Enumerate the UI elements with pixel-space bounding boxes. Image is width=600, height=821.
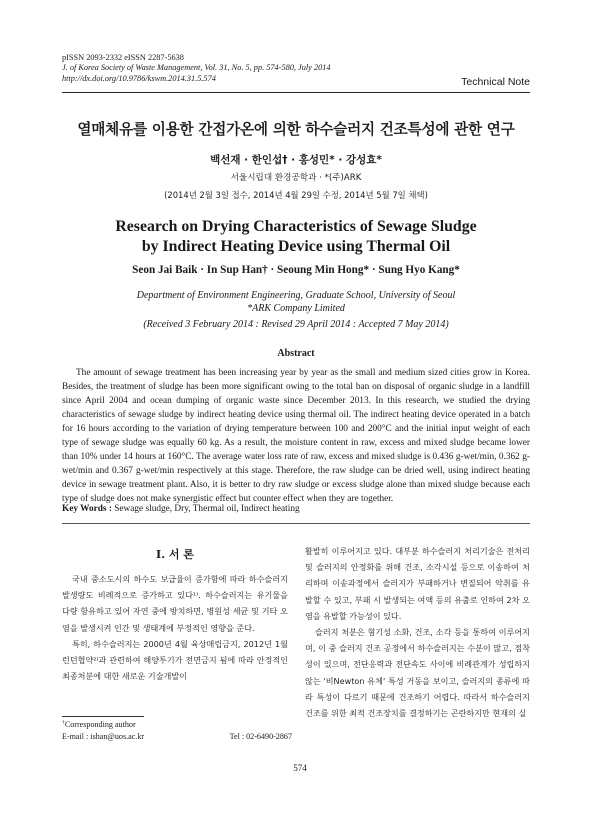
paragraph: 슬러지 처분은 혐기성 소화, 건조, 소각 등을 통하여 이루어지며, 이 중 슬러지 건조 공정에서 하수슬러지는 수분이 많고, 점착성이 있으며, 전단응력과 전단속도 사이에 비례관계가 성립하지 않는 '비Newton 유체' 특성 거동을 보이고, 슬러지의 종류에 따라 특성이 다르기 때문에 건조하기 어렵다. 따라서 하수슬러지 건조를 위한 최적 건조장치를 결정하기는 곤란하지만 현재의 실 — [305, 627, 530, 719]
abstract-text: The amount of sewage treatment has been increasing year by year as the small and medium sized cities grow in Korea. Besides, the treatment of sludge has been more significant owing to the total ban on disposal of organic sludge in a landfill since April 2004 and ocean dumping of organic waste since December 2013. In this research, we studied the drying characteristics of sewage sludge by indirect heating device using thermal oil. The indirect heating device operated in a batch for 16 hours according to the variation of drying temperature between 100 and 200°C and the initial input weight of each type of sewage sludge was equally 60 kg. As a result, the moisture content in raw, excess and mixed sludge became lower than 10% under 14 hours at 160°C. The average water loss rate of raw, excess and mixed sludge is 0.436 g-wet/min, 0.362 g-wet/min and 0.367 g-wet/min respectively at this stage. Therefore, the raw sludge can be dried well, using indirect heating device in sewage treatment plant. Also, it is better to dry raw sludge or excess sludge alone than mixed sludge because each type of sludge does not make synergistic effect but counter effect when they are together. — [62, 368, 530, 504]
paragraph: 특히, 하수슬러지는 2000년 4월 육상매립금지, 2012년 1월 런던협약²⁾과 관련하여 해양투기가 전면금지 됨에 따라 안정적인 최종처분에 대한 새로운 기술개발이 — [62, 638, 288, 682]
dagger-mark: † — [62, 719, 65, 726]
section-heading: I. 서 론 — [156, 548, 194, 561]
footnote-email[interactable]: E-mail : ishan@uos.ac.kr — [62, 731, 145, 741]
korean-affiliation: 서울시립대 환경공학과 · *(주)ARK — [230, 173, 362, 183]
header-rule — [62, 92, 530, 93]
keywords-label: Key Words : — [62, 504, 112, 514]
abstract-rule — [62, 523, 530, 524]
footnote-tel: Tel : 02-6490-2867 — [229, 731, 292, 741]
english-title — [62, 217, 530, 257]
abstract-heading: Abstract — [277, 348, 315, 359]
body-column-left — [62, 571, 288, 684]
body-column-right — [305, 543, 530, 721]
english-title-line1: Research on Drying Characteristics of Sewage Sludge — [115, 218, 477, 235]
journal-citation: J. of Korea Society of Waste Management, Vol. 31, No. 5, pp. 574-580, July 2014 — [62, 63, 331, 73]
footnote — [62, 719, 292, 742]
korean-title: 열매체유를 이용한 간접가온에 의한 하수슬러지 건조특성에 관한 연구 — [77, 121, 515, 138]
footnote-rule — [62, 716, 144, 717]
english-authors: Seon Jai Baik · In Sup Han† · Seoung Min Hong* · Sung Hyo Kang* — [132, 264, 460, 276]
english-title-line2: by Indirect Heating Device using Thermal Oil — [141, 238, 451, 255]
affiliation-line2: *ARK Company Limited — [247, 302, 345, 314]
journal-header — [62, 53, 331, 84]
page-number: 574 — [293, 763, 307, 773]
keywords — [62, 504, 530, 514]
footnote-label: Corresponding author — [64, 720, 136, 729]
paragraph: 국내 중소도시의 하수도 보급율이 증가함에 따라 하수슬러지 발생량도 비례적으로 증가하고 있다¹⁾. 하수슬러지는 유기물을 다량 함유하고 있어 자연 중에 방치하면, 병원성 세균 및 기타 오염을 발생시켜 인간 및 생태계에 부정적인 영향을 준다. — [62, 574, 288, 633]
korean-dates: (2014년 2월 3일 접수, 2014년 4월 29일 수정, 2014년 5월 7일 채택) — [164, 190, 428, 200]
issn-line: pISSN 2093-2332 eISSN 2287-5638 — [62, 53, 184, 62]
paragraph: 활발히 이루어지고 있다. 대부분 하수슬러지 처리기술은 전처리 및 슬러지의 안정화를 위해 건조, 소각시설 등으로 이송하여 처리하며 이송과정에서 슬러지가 부패하거나 변질되어 악취를 유발할 수 있고, 부패 시 발생되는 여액 등의 유출로 인하여 2차 오염을 유발할 가능성이 있다. — [305, 546, 530, 621]
keywords-text: Sewage sludge, Dry, Thermal oil, Indirect heating — [111, 504, 300, 514]
doi-link[interactable]: http://dx.doi.org/10.9786/kswm.2014.31.5.574 — [62, 73, 216, 83]
korean-authors: 백선재 · 한인섭† · 홍성민* · 강성효* — [210, 154, 382, 166]
note-type-label: Technical Note — [461, 76, 530, 88]
english-affiliation — [62, 290, 530, 316]
affiliation-line1: Department of Environment Engineering, Graduate School, University of Seoul — [136, 290, 456, 301]
english-dates: (Received 3 February 2014 : Revised 29 April 2014 : Accepted 7 May 2014) — [143, 319, 449, 330]
